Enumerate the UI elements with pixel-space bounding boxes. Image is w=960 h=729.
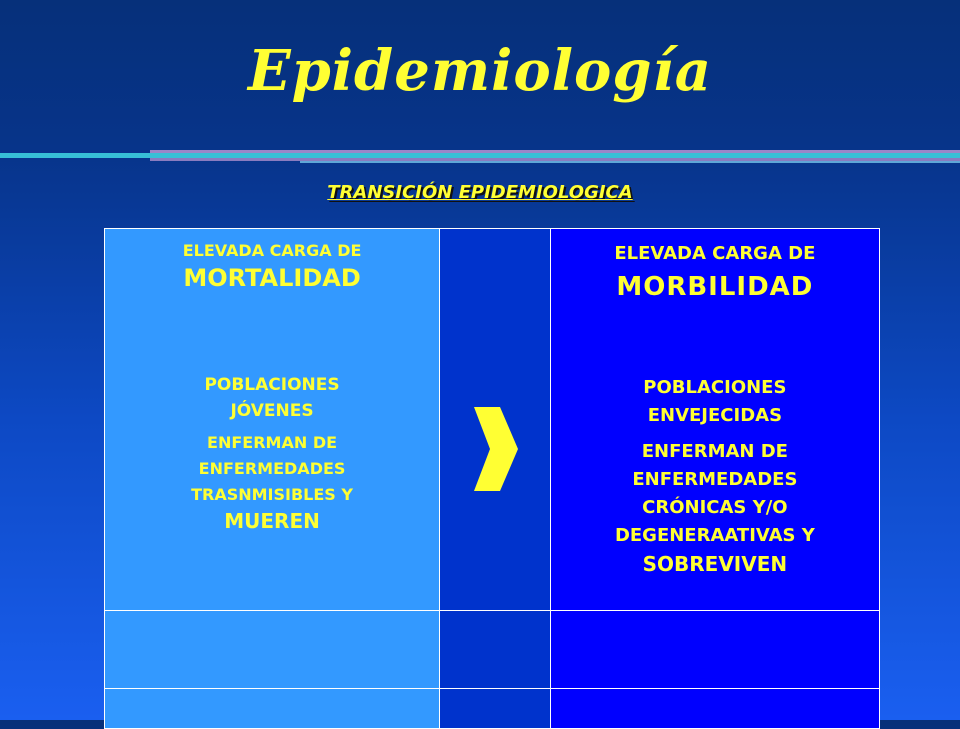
section-subtitle: TRANSICIÓN EPIDEMIOLOGICA [327, 182, 633, 203]
empty-cell [550, 611, 879, 689]
right-population: POBLACIONES ENVEJECIDAS [643, 377, 787, 426]
page-title: Epidemiología [247, 38, 713, 104]
morbidity-cell [550, 229, 879, 611]
right-description: ENFERMAN DE ENFERMEDADES CRÓNICAS Y/O DEGENERAATIVAS Y SOBREVIVEN [614, 441, 815, 576]
arrow-cell [440, 229, 551, 611]
left-heading-small: ELEVADA CARGA DE [182, 241, 362, 260]
transition-table [104, 228, 880, 729]
empty-cell [440, 689, 551, 729]
empty-cell [105, 611, 440, 689]
left-heading-large: MORTALIDAD [183, 264, 361, 292]
empty-cell [550, 689, 879, 729]
right-heading-large: MORBILIDAD [616, 272, 814, 302]
empty-cell [440, 611, 551, 689]
left-description: ENFERMAN DE ENFERMEDADES TRASNMISIBLES Y MUEREN [191, 433, 353, 533]
left-population: POBLACIONES JÓVENES [204, 375, 340, 421]
right-heading-small: ELEVADA CARGA DE [614, 243, 816, 264]
divider-line [300, 161, 960, 163]
mortality-cell [105, 229, 440, 611]
chevron-right-icon [470, 405, 520, 493]
empty-cell [105, 689, 440, 729]
